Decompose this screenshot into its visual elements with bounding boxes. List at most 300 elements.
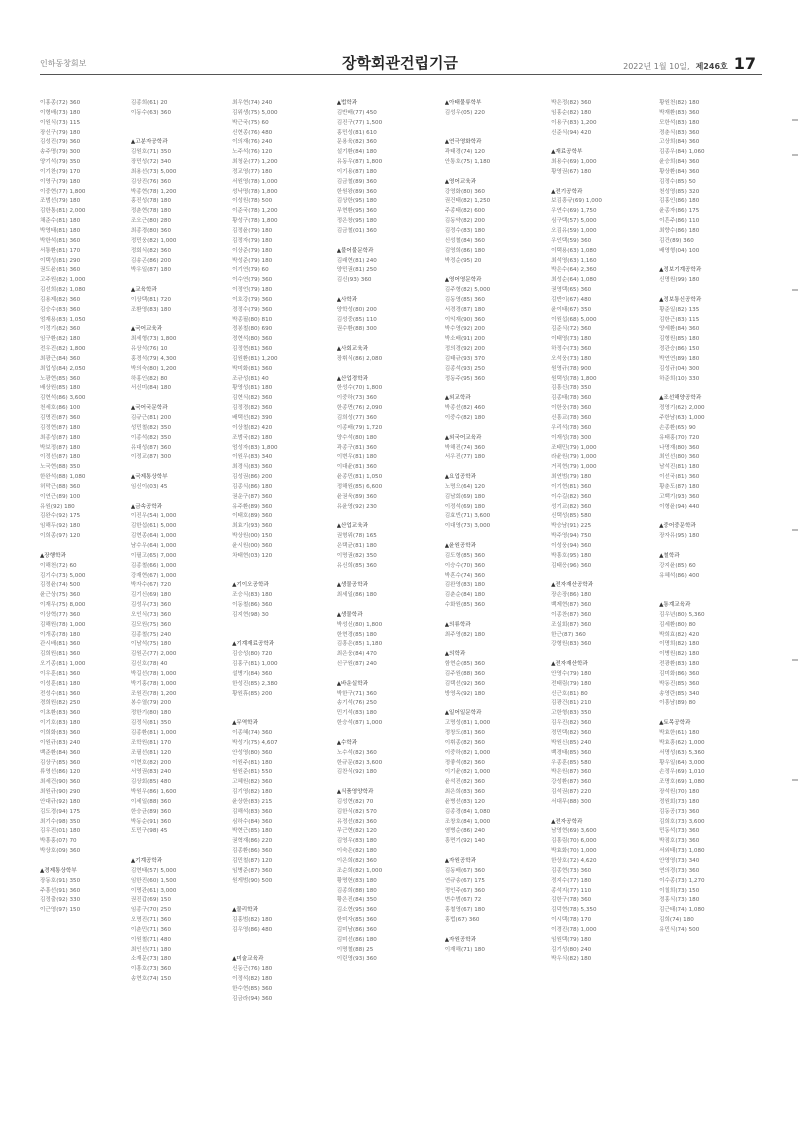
donor-entry: 신근호(81) 80 (551, 690, 588, 697)
donor-entry: 배상원(85) 180 (40, 385, 81, 392)
donor-entry (232, 572, 337, 582)
donor-entry: 서외태(73) 1,080 (659, 848, 705, 855)
donor-entry: 김한식(82) 570 (336, 808, 377, 815)
donor-entry: 보김흥규(69) 1,000 (551, 198, 602, 205)
donor-entry: 서영권(83) 240 (130, 769, 172, 776)
donor-entry: 김현석(86) 3,600 (40, 395, 86, 402)
donor-entry: 전광환(83) 180 (659, 661, 700, 668)
donor-entry: 이성웅(94) 360 (551, 542, 592, 549)
donor-entry (551, 572, 659, 582)
department-heading: ▲기이오공학과 (232, 582, 269, 589)
donor-entry: 김미선(86) 180 (336, 936, 377, 943)
donor-entry: 조실회(87) 360 (551, 621, 592, 628)
donor-entry (445, 532, 551, 542)
donor-entry (659, 257, 762, 267)
donor-entry: 김성진(79) 360 (40, 139, 81, 146)
donor-column-2 (131, 99, 232, 1139)
donor-entry: 이휘종(82) 360 (444, 739, 485, 746)
donor-entry (445, 266, 551, 276)
donor-entry: 최연범(79) 180 (551, 474, 592, 481)
donor-entry (445, 119, 551, 129)
donor-entry: 양수석(80) 180 (336, 434, 377, 441)
donor-entry: 김흥신(78) 350 (551, 385, 592, 392)
donor-entry: 박동순(91) 360 (130, 818, 172, 825)
edge-mark (792, 289, 798, 291)
donor-entry: 김우년(80) 5,360 (659, 611, 705, 618)
donor-entry: 이동수(63) 360 (130, 109, 172, 116)
department-heading: ▲통계교육과 (659, 602, 691, 609)
donor-entry: 이종석(82) 350 (130, 434, 172, 441)
donor-entry: 모한석(83) 180 (659, 119, 700, 126)
donor-entry: 장휘식(86) 2,080 (336, 355, 383, 362)
department-heading: ▲물리학과 (232, 907, 258, 914)
donor-entry (551, 178, 659, 188)
donor-entry: 이현호(82) 200 (130, 759, 172, 766)
department-heading: ▲기계재료공학과 (232, 641, 275, 648)
donor-entry: 성낙명(78) 1,800 (232, 188, 278, 195)
donor-entry: 이병원(82) 180 (659, 651, 700, 658)
donor-entry: 박한석(81) 360 (40, 237, 81, 244)
donor-entry (232, 699, 337, 709)
donor-entry: 이재우(75) 8,000 (40, 602, 86, 609)
donor-entry: 은택균(81) 180 (336, 542, 377, 549)
department-heading: ▲영어영문학과 (444, 277, 482, 284)
donor-entry: 박의숙(80) 1,200 (130, 365, 177, 372)
donor-entry: 조창호(84) 1,000 (444, 818, 491, 825)
donor-entry: 이원식(73) 115 (40, 119, 81, 126)
donor-entry: 김희(74) 180 (659, 917, 694, 924)
donor-entry: 봉수열(79) 200 (130, 700, 172, 707)
donor-entry: 김동영(85) 360 (444, 296, 485, 303)
department-heading: ▲교육학과 (130, 287, 157, 294)
donor-entry: 이진우(54) 1,000 (130, 513, 177, 520)
donor-entry: 서원영(78) 1,000 (232, 178, 278, 185)
donor-entry: 정한기(80) 180 (130, 710, 172, 717)
donor-entry: 곽태경(74) 120 (444, 149, 485, 156)
donor-entry: 김우진(01) 180 (40, 828, 81, 835)
donor-column-3 (232, 99, 337, 1139)
donor-entry: 이종배(79) 1,720 (336, 424, 383, 431)
donor-entry: 관시배(81) 360 (40, 641, 81, 648)
donor-entry: 문용육(82) 360 (336, 139, 377, 146)
department-heading: ▲자원공학과 (444, 857, 477, 864)
department-heading: ▲장행학과 (40, 552, 66, 559)
donor-entry: 신동근(76) 180 (232, 966, 273, 973)
department-heading: ▲법학과 (336, 100, 358, 106)
department-heading: ▲외교학과 (444, 395, 471, 402)
department-heading: ▲사회교육과 (336, 346, 369, 353)
donor-entry: 거직현(79) 1,000 (551, 464, 597, 471)
donor-entry: 권도윤(81) 360 (40, 267, 81, 274)
donor-entry: 이성원(78) 500 (232, 198, 273, 205)
donor-entry: 정정수(79) 360 (232, 306, 273, 313)
donor-entry: 임구환(82) 180 (40, 336, 81, 343)
donor-entry: 정관승(86) 150 (659, 346, 700, 353)
donor-entry: 배영형(04) 100 (659, 247, 700, 254)
donor-entry: 김종철(66) 1,000 (130, 562, 177, 569)
department-heading: ▲불어불문학과 (336, 247, 374, 254)
department-heading: ▲국어국문학과 (130, 405, 168, 412)
donor-entry: 이근영(97) 150 (40, 907, 81, 914)
donor-entry: 송기석(76) 250 (336, 700, 377, 707)
donor-entry: 정현석(80) 360 (232, 336, 273, 343)
donor-entry: 정창도(81) 360 (444, 730, 485, 736)
donor-entry: 김원호(71) 350 (130, 149, 172, 156)
donor-entry: 박상원(00) 150 (232, 533, 273, 540)
donor-entry: 김정현(81) 360 (232, 346, 273, 353)
donor-entry: 김정현(87) 180 (40, 424, 81, 431)
donor-entry (232, 709, 337, 719)
donor-entry: 설병기(84) 360 (232, 670, 273, 677)
page-title: 장학회관건립기금 (342, 54, 458, 72)
donor-entry: 주종태(82) 600 (444, 208, 485, 215)
donor-entry: 안대규(92) 180 (40, 798, 81, 805)
donor-entry: 변수범(67) 72 (444, 897, 482, 904)
donor-entry: 김정윤(79) 180 (232, 227, 273, 234)
department-heading: ▲연극영화학과 (444, 139, 482, 146)
donor-entry: 한성진(85) 2,380 (232, 680, 278, 687)
donor-entry (337, 729, 445, 739)
donor-entry: 김종희(88) 180 (336, 887, 377, 894)
donor-entry: 이숙은(82) 180 (336, 848, 377, 855)
donor-entry: 한완석(88) 1,080 (40, 474, 86, 481)
donor-entry: 김상진(76) 360 (130, 178, 172, 185)
donor-entry: 최용수(69) 1,000 (551, 159, 597, 166)
department-heading: ▲무역학과 (232, 720, 258, 727)
donor-entry: 김상구(85) 360 (40, 759, 81, 766)
department-heading: ▲생물공학과 (336, 582, 369, 589)
donor-entry: 강재현(67) 1,000 (130, 572, 177, 579)
donor-entry: 김완수(92) 175 (40, 513, 81, 520)
donor-entry: 이형배(73) 180 (40, 109, 81, 116)
donor-entry: 이상준(79) 180 (232, 247, 273, 254)
donor-entry: 천세호(86) 100 (40, 405, 81, 412)
donor-entry: 이택용(63) 1,080 (551, 247, 597, 254)
donor-entry: 이칠희(73) 150 (659, 887, 700, 894)
donor-entry: 김성현(82) 70 (336, 798, 374, 805)
donor-entry: 원게범(90) 500 (232, 877, 273, 884)
donor-entry: 김주형(82) 5,000 (444, 287, 491, 294)
donor-entry: 황성구(78) 1,800 (232, 218, 278, 225)
donor-entry: 장민성(72) 340 (130, 159, 172, 166)
donor-entry: 김우진(82) 360 (551, 720, 592, 727)
edge-mark (792, 154, 798, 156)
donor-entry: 김미남(86) 360 (336, 926, 377, 933)
donor-entry: 김동배(67) 360 (444, 867, 485, 874)
donor-entry (445, 384, 551, 394)
donor-entry: 엄재용(83) 1,050 (40, 316, 86, 323)
donor-entry: 이태호(89) 360 (232, 513, 273, 520)
donor-entry: 이희화(83) 360 (40, 730, 81, 736)
donor-entry (232, 562, 337, 572)
donor-entry: 김동약(82) 200 (444, 218, 485, 225)
donor-entry (659, 512, 762, 522)
donor-entry: 김규근(81) 200 (130, 415, 172, 421)
donor-entry: 채준수(81) 180 (40, 218, 81, 225)
department-heading: ▲식품영양학과 (336, 789, 374, 796)
department-heading: ▲경제통상학부 (40, 867, 77, 874)
department-heading: ▲중어중문학과 (659, 523, 696, 530)
donor-list-columns (40, 99, 762, 1139)
donor-entry: 박길선(78) 1,000 (130, 670, 177, 677)
donor-entry: 전태림(79) 180 (551, 680, 592, 687)
edge-mark (792, 119, 798, 121)
donor-entry: 박종현(78) 1,200 (130, 188, 177, 195)
donor-entry: 김반배(77) 450 (336, 109, 377, 116)
donor-entry: 박점호(73) 360 (659, 838, 700, 845)
donor-entry: 최세형(73) 1,800 (130, 336, 177, 343)
donor-entry (131, 119, 232, 129)
donor-entry: 경희원(82) 250 (40, 700, 81, 707)
issue-info (623, 54, 756, 73)
donor-entry: 성민철(82) 350 (130, 424, 172, 431)
donor-entry: 이원철(71) 480 (130, 936, 172, 943)
donor-entry: 신명원(99) 180 (659, 277, 700, 284)
donor-entry: 김홍구(81) 1,000 (232, 661, 278, 668)
donor-entry: 황상환(84) 360 (659, 168, 700, 175)
donor-entry (445, 129, 551, 139)
donor-entry: 황우일(64) 3,000 (659, 759, 705, 766)
donor-entry: 조승식(83) 180 (232, 592, 273, 599)
donor-entry: 윤병선(83) 120 (444, 798, 485, 805)
donor-entry: 조학원(81) 170 (130, 739, 172, 746)
donor-entry: 이경진(78) 1,000 (551, 926, 597, 933)
donor-entry: 김희호(73) 3,600 (659, 818, 705, 825)
donor-entry (445, 699, 551, 709)
donor-entry: 김기성(80) 240 (551, 946, 592, 953)
donor-entry: 이정석(82) 180 (232, 976, 273, 983)
issue-number: 제246호 (695, 62, 728, 71)
donor-entry: 최종경(80) 360 (130, 227, 172, 234)
donor-entry: 김기영(82) 180 (232, 789, 273, 796)
donor-entry: 이기용(87) 180 (336, 168, 377, 175)
donor-column-6 (551, 99, 659, 1139)
donor-entry: 고주원(82) 1,000 (40, 277, 86, 284)
donor-entry: 김정윤(74) 500 (40, 582, 81, 589)
donor-entry: 정민웅(82) 1,000 (130, 237, 177, 244)
donor-entry: 김찬식(92) 180 (336, 769, 377, 776)
donor-entry: 신현종(76) 480 (232, 129, 273, 136)
donor-entry: 이상혁(77) 360 (40, 611, 81, 618)
donor-entry: 박보정(87) 180 (40, 444, 81, 451)
donor-entry: 최청운(77) 1,200 (232, 159, 278, 166)
donor-entry: 최주영(82) 180 (444, 631, 485, 638)
donor-entry (337, 237, 445, 247)
donor-entry: 윤상한(83) 215 (232, 798, 273, 805)
donor-entry: 최우현(74) 240 (232, 100, 273, 106)
donor-entry: 이원규(83) 240 (40, 739, 81, 746)
donor-entry: 강성환(87) 360 (551, 779, 592, 786)
donor-entry: 윤근상(75) 360 (40, 592, 81, 599)
donor-entry: 김종철(75) 240 (130, 631, 172, 638)
department-heading: ▲의학과 (444, 651, 466, 658)
donor-entry: 송영란(85) 340 (659, 690, 700, 697)
donor-entry: 이정기(82) 360 (40, 326, 81, 333)
donor-entry (131, 316, 232, 326)
donor-entry: 임종구(70) 250 (130, 907, 172, 914)
donor-entry (445, 640, 551, 650)
donor-entry: 유정선(82) 360 (336, 818, 377, 825)
donor-entry: 김영희(86) 180 (444, 247, 485, 254)
donor-entry: 정영기(62) 2,000 (659, 405, 705, 412)
donor-entry: 이의재(76) 240 (232, 139, 273, 146)
donor-entry: 우인택(59) 360 (551, 237, 592, 244)
donor-entry (40, 542, 131, 552)
donor-entry: 이준국(78) 1,200 (232, 208, 278, 215)
donor-entry (659, 542, 762, 552)
donor-entry: 남수우(64) 1,000 (130, 542, 177, 549)
donor-entry: 정동주(95) 360 (444, 375, 485, 382)
donor-entry (659, 581, 762, 591)
donor-entry: 정좋석(82) 360 (444, 759, 485, 766)
donor-entry: 조필선(81) 120 (130, 749, 172, 756)
donor-entry: 김금철(89) 360 (336, 178, 377, 185)
donor-entry: 권진갑(69) 150 (130, 897, 172, 904)
department-heading: ▲산업경학과 (336, 375, 369, 382)
donor-entry: 하정수(73) 360 (551, 346, 592, 353)
donor-entry: 강지윤(85) 60 (659, 562, 696, 569)
page-number: 17 (733, 54, 756, 73)
donor-entry: 유신희(85) 360 (336, 562, 377, 569)
donor-entry: 이수연(79) 360 (232, 277, 273, 284)
donor-entry: 한원왕(89) 360 (336, 188, 377, 195)
adjacent-page-edge (790, 99, 800, 1099)
donor-entry: 신구원(87) 240 (336, 661, 377, 668)
donor-entry: 서경경(87) 180 (444, 306, 485, 313)
donor-entry: 김현식(82) 360 (232, 395, 273, 402)
donor-entry: 소재문(73) 180 (130, 956, 172, 963)
donor-entry: 한승균(89) 360 (130, 808, 172, 815)
donor-entry: 수화원(85) 360 (444, 602, 485, 609)
donor-entry (445, 611, 551, 621)
donor-entry (445, 424, 551, 434)
donor-entry: 양세환(84) 360 (659, 326, 700, 333)
donor-entry: 이춘민(71) 360 (130, 926, 172, 933)
donor-entry: 서신미(84) 180 (130, 385, 172, 392)
donor-entry: 장석원(70) 180 (659, 789, 700, 796)
department-heading: ▲조선해양공학과 (659, 395, 702, 402)
newsletter-name: 인하동창회보 (40, 59, 87, 68)
donor-entry: 김태규(93) 370 (444, 355, 485, 362)
donor-entry: 신택성(85) 580 (551, 513, 592, 520)
donor-entry: 박주영(94) 750 (551, 533, 592, 540)
donor-entry: 이정언(79) 180 (232, 287, 273, 294)
department-heading: ▲고분자공학과 (130, 139, 168, 146)
donor-entry: 이린영(93) 360 (336, 956, 377, 963)
donor-entry: 김용제(82) 360 (40, 296, 81, 303)
department-heading: ▲금속공학과 (130, 503, 163, 510)
donor-entry: 서우진(77) 180 (444, 454, 485, 461)
department-heading: ▲전자재산공학과 (551, 582, 594, 589)
donor-entry: 양민권(81) 250 (336, 267, 377, 274)
donor-entry: 홍진성(78) 180 (130, 198, 172, 205)
donor-entry: 설기환(84) 180 (336, 149, 377, 156)
donor-entry: 박성신(80) 1,800 (336, 621, 383, 628)
donor-entry: 조범국(82) 180 (232, 434, 273, 441)
donor-entry: 서통환(81) 170 (40, 247, 81, 254)
donor-entry: 고상희(84) 360 (659, 139, 700, 146)
donor-entry: 유주환(89) 360 (232, 503, 273, 510)
donor-entry: 김종태(78) 360 (551, 395, 592, 402)
donor-entry: 김건(89) 360 (659, 237, 694, 244)
donor-entry: 박종선(82) 460 (444, 405, 485, 412)
donor-entry: 박근국(75) 60 (232, 119, 269, 126)
donor-entry: 이명희(82) 180 (659, 641, 700, 648)
donor-entry: 김흥은(85) 1,180 (336, 641, 383, 648)
donor-entry (131, 837, 232, 847)
donor-entry: 이익재(90) 360 (444, 316, 485, 323)
donor-entry: 이중하(73) 360 (336, 395, 377, 402)
donor-entry: 김택선(92) 360 (444, 680, 485, 687)
donor-entry: 박효화(70) 1,000 (551, 848, 597, 855)
donor-entry: 임홍순(82) 180 (551, 109, 592, 116)
donor-entry: 유태홍(70) 720 (659, 434, 700, 441)
donor-entry: 윤시원(00) 360 (232, 542, 273, 549)
donor-entry: 전우진(82) 1,800 (40, 346, 86, 353)
donor-entry: 임병준(87) 360 (232, 867, 273, 874)
donor-entry: 김정경(82) 360 (232, 405, 273, 412)
donor-entry: 황원천(82) 180 (659, 100, 700, 106)
donor-entry: 이승수(70) 360 (444, 562, 485, 569)
donor-entry: 김광건(81) 210 (551, 700, 592, 707)
donor-entry: 심구택(57) 5,000 (551, 218, 597, 225)
donor-entry: 황영권(67) 180 (551, 168, 592, 175)
donor-entry: 박미화(81) 360 (232, 365, 273, 372)
donor-entry: 김성우(73) 360 (130, 602, 172, 609)
donor-entry: 김정식(81) 350 (130, 720, 172, 727)
donor-entry: 한종면(76) 2,090 (336, 405, 383, 412)
donor-entry: 안영수(79) 180 (551, 670, 592, 677)
donor-entry: 최성순(64) 1,080 (551, 277, 597, 284)
donor-entry: 박정순(95) 20 (444, 257, 482, 264)
donor-entry: 이대영(73) 3,000 (444, 523, 491, 530)
donor-entry: 김종희(61) 20 (130, 100, 168, 106)
donor-entry (337, 778, 445, 788)
donor-entry: 한미자(85) 360 (336, 917, 377, 924)
donor-entry: 종석지(77) 110 (551, 887, 592, 894)
donor-entry (337, 335, 445, 345)
donor-entry: 이기연(79) 60 (232, 267, 269, 274)
donor-entry: 주흥선(91) 360 (40, 887, 81, 894)
donor-entry: 라윤원(79) 1,000 (551, 454, 597, 461)
donor-entry: 이은희(82) 360 (336, 857, 377, 864)
page-header (0, 0, 800, 80)
donor-entry: 원영규(78) 900 (551, 365, 592, 372)
donor-entry: 권혁재(86) 220 (232, 838, 273, 845)
donor-entry: 박소배(91) 200 (444, 336, 485, 343)
donor-entry: 김희원(81) 360 (40, 651, 81, 658)
donor-column-4 (337, 99, 445, 1139)
donor-entry: 김한섭(61) 5,000 (130, 523, 177, 530)
donor-entry: 오김유(59) 1,000 (551, 227, 597, 234)
donor-entry: 조환영(83) 180 (130, 306, 172, 313)
donor-entry: 이중수(82) 180 (444, 415, 485, 421)
donor-entry: 박종필(80) 810 (232, 316, 273, 323)
donor-entry: 신성철(84) 360 (444, 237, 485, 244)
donor-entry: 이기호(83) 180 (40, 720, 81, 727)
donor-entry: 김종경(84) 1,080 (444, 808, 491, 815)
donor-entry: 박흥호(95) 180 (551, 552, 592, 559)
donor-entry: 이명관(61) 3,000 (130, 887, 177, 894)
donor-entry (337, 670, 445, 680)
donor-entry: 백제현(87) 360 (551, 602, 592, 609)
donor-entry: 박은원(87) 360 (551, 769, 592, 776)
donor-entry: 김성우(05) 220 (444, 109, 485, 116)
donor-entry: 한규문(82) 3,600 (336, 759, 383, 766)
donor-entry: 김근태(74) 1,080 (659, 907, 705, 914)
donor-entry: 한성수(70) 1,800 (336, 385, 383, 392)
donor-entry: 박연연(89) 180 (659, 355, 700, 362)
